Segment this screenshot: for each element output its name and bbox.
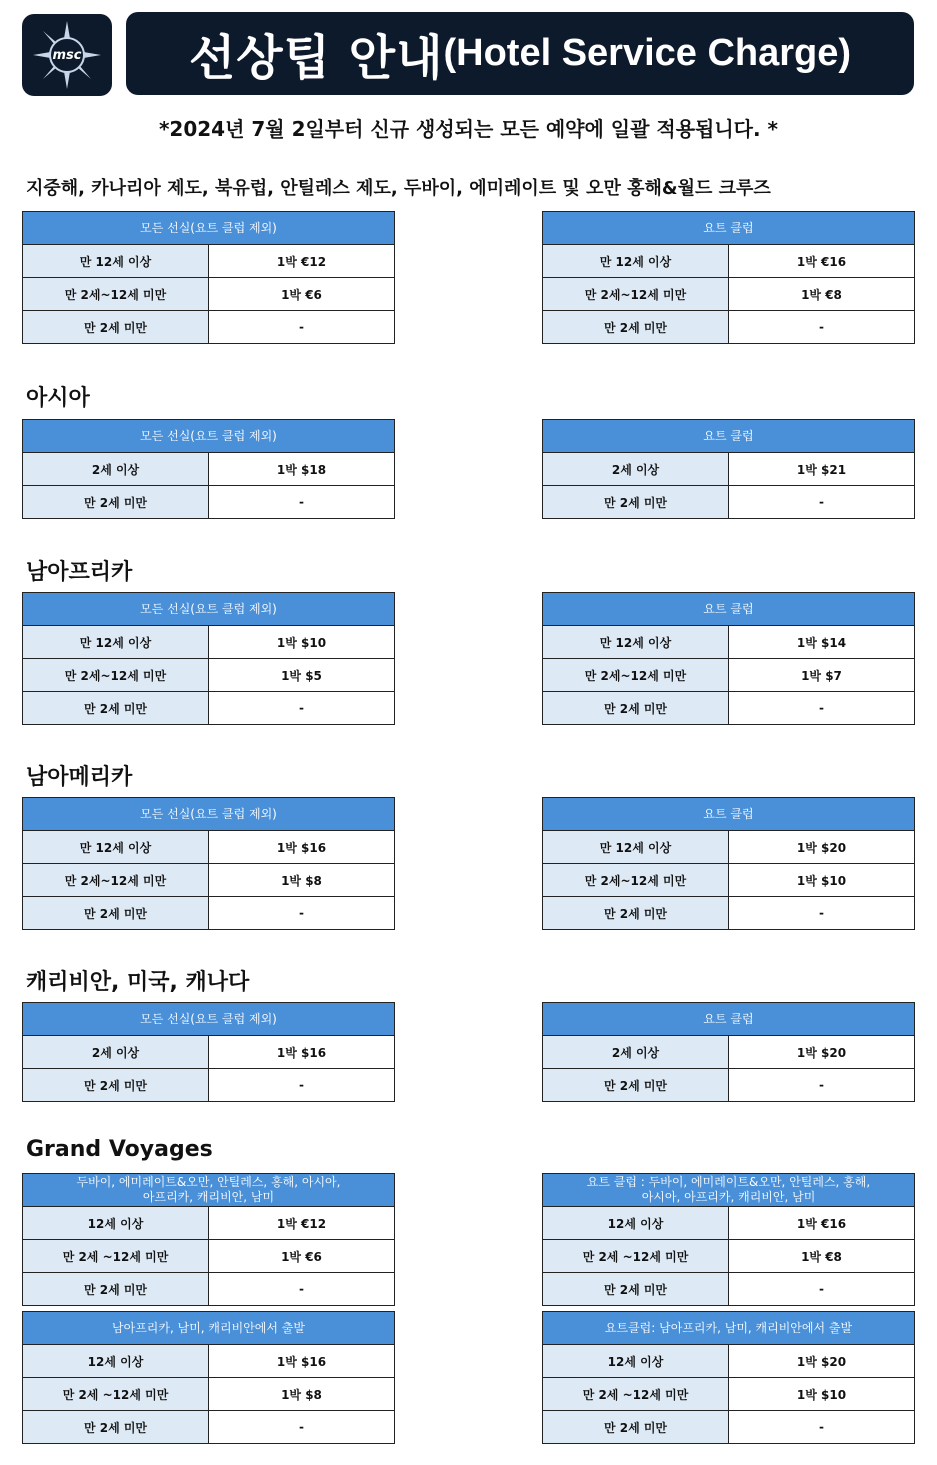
age-label: 만 2세 미만	[543, 311, 729, 344]
table-row	[543, 1378, 915, 1411]
logo-text: msc	[52, 47, 82, 63]
age-label: 만 2세 미만	[543, 486, 729, 519]
table-row	[23, 1036, 395, 1069]
table-header: 모든 선실(요트 클럽 제외)	[23, 593, 395, 626]
fee-value: 1박 $21	[729, 453, 915, 486]
age-label: 만 2세 미만	[23, 897, 209, 930]
fee-table	[542, 592, 915, 725]
table-header: 남아프리카, 남미, 캐리비안에서 출발	[23, 1312, 395, 1345]
fee-table	[542, 1002, 915, 1102]
age-label: 만 2세 미만	[23, 1273, 209, 1306]
fee-table	[542, 1173, 915, 1306]
table-row	[23, 897, 395, 930]
fee-table	[22, 1002, 395, 1102]
age-label: 12세 이상	[23, 1345, 209, 1378]
table-row	[543, 245, 915, 278]
table-row	[543, 278, 915, 311]
table-row	[543, 1240, 915, 1273]
fee-value: -	[729, 1273, 915, 1306]
section-title: 캐리비안, 미국, 캐나다	[26, 970, 250, 995]
table-row	[543, 831, 915, 864]
table-header: 요트 클럽	[543, 1003, 915, 1036]
fee-value: 1박 $10	[209, 626, 395, 659]
fee-table	[22, 797, 395, 930]
fee-value: 1박 €6	[209, 1240, 395, 1273]
fee-value: -	[209, 486, 395, 519]
title-korean: 선상팁 안내	[188, 30, 444, 86]
table-header: 요트 클럽	[543, 212, 915, 245]
fee-value: 1박 €12	[209, 245, 395, 278]
age-label: 만 12세 이상	[543, 245, 729, 278]
table-row	[23, 486, 395, 519]
table-row	[543, 1411, 915, 1444]
table-row	[23, 831, 395, 864]
age-label: 만 12세 이상	[23, 245, 209, 278]
fee-value: -	[209, 311, 395, 344]
table-header: 요트클럽: 남아프리카, 남미, 캐리비안에서 출발	[543, 1312, 915, 1345]
table-row	[23, 1411, 395, 1444]
fee-value: 1박 $8	[209, 1378, 395, 1411]
fee-value: -	[209, 1273, 395, 1306]
table-row	[543, 864, 915, 897]
fee-value: 1박 $16	[209, 1345, 395, 1378]
fee-value: -	[729, 486, 915, 519]
age-label: 만 2세 미만	[23, 692, 209, 725]
table-row	[543, 692, 915, 725]
age-label: 만 2세~12세 미만	[543, 278, 729, 311]
age-label: 만 12세 이상	[543, 831, 729, 864]
fee-value: -	[729, 692, 915, 725]
age-label: 만 12세 이상	[23, 831, 209, 864]
fee-value: 1박 $16	[209, 1036, 395, 1069]
age-label: 만 2세 미만	[543, 1069, 729, 1102]
fee-table	[22, 592, 395, 725]
age-label: 12세 이상	[543, 1345, 729, 1378]
fee-value: 1박 $14	[729, 626, 915, 659]
fee-value: 1박 $16	[209, 831, 395, 864]
fee-value: -	[729, 311, 915, 344]
section-title: Grand Voyages	[26, 1137, 213, 1162]
title-english: (Hotel Service Charge)	[443, 32, 852, 74]
table-row	[543, 1345, 915, 1378]
age-label: 만 2세 미만	[23, 1411, 209, 1444]
table-row	[543, 897, 915, 930]
age-label: 만 2세 ~12세 미만	[543, 1378, 729, 1411]
age-label: 만 2세~12세 미만	[543, 864, 729, 897]
notice-text: *2024년 7월 2일부터 신규 생성되는 모든 예약에 일괄 적용됩니다. *	[158, 117, 779, 141]
fee-table	[22, 211, 395, 344]
table-row	[543, 1069, 915, 1102]
fee-value: 1박 $10	[729, 1378, 915, 1411]
table-row	[23, 1378, 395, 1411]
fee-value: 1박 $18	[209, 453, 395, 486]
table-row	[23, 1273, 395, 1306]
age-label: 12세 이상	[23, 1207, 209, 1240]
age-label: 2세 이상	[23, 453, 209, 486]
fee-value: 1박 €16	[729, 1207, 915, 1240]
table-row	[23, 1240, 395, 1273]
age-label: 만 2세~12세 미만	[543, 659, 729, 692]
fee-table	[542, 797, 915, 930]
table-row	[543, 453, 915, 486]
table-row	[543, 1273, 915, 1306]
age-label: 만 2세 미만	[543, 897, 729, 930]
age-label: 만 2세 미만	[23, 486, 209, 519]
table-row	[23, 1069, 395, 1102]
table-header: 모든 선실(요트 클럽 제외)	[23, 798, 395, 831]
section-title: 지중해, 카나리아 제도, 북유럽, 안틸레스 제도, 두바이, 에미레이트 및 오만 홍해&월드 크루즈	[26, 178, 771, 199]
age-label: 만 2세 미만	[23, 1069, 209, 1102]
table-row	[23, 453, 395, 486]
fee-value: 1박 $5	[209, 659, 395, 692]
fee-value: 1박 €8	[729, 1240, 915, 1273]
fee-table	[22, 419, 395, 519]
fee-value: 1박 €6	[209, 278, 395, 311]
page-title	[126, 12, 914, 95]
fee-value: 1박 $20	[729, 1036, 915, 1069]
fee-value: 1박 $7	[729, 659, 915, 692]
table-header: 두바이, 에미레이트&오만, 안틸레스, 홍해, 아시아, 아프리카, 캐리비안, 남미	[23, 1174, 395, 1207]
age-label: 2세 이상	[543, 1036, 729, 1069]
age-label: 만 12세 이상	[23, 626, 209, 659]
fee-value: 1박 €12	[209, 1207, 395, 1240]
fee-table	[542, 1311, 915, 1444]
age-label: 만 2세 미만	[543, 692, 729, 725]
table-row	[23, 245, 395, 278]
fee-value: -	[729, 1411, 915, 1444]
table-header: 요트 클럽	[543, 593, 915, 626]
age-label: 12세 이상	[543, 1207, 729, 1240]
table-row	[23, 864, 395, 897]
table-row	[543, 1207, 915, 1240]
table-row	[23, 626, 395, 659]
section-title: 남아메리카	[26, 765, 133, 790]
fee-value: -	[729, 1069, 915, 1102]
section-title: 남아프리카	[26, 560, 133, 585]
age-label: 2세 이상	[23, 1036, 209, 1069]
table-row	[543, 659, 915, 692]
age-label: 만 2세 ~12세 미만	[543, 1240, 729, 1273]
fee-value: 1박 €16	[729, 245, 915, 278]
age-label: 만 2세 미만	[543, 1411, 729, 1444]
fee-table	[542, 211, 915, 344]
table-row	[23, 692, 395, 725]
age-label: 만 2세~12세 미만	[23, 278, 209, 311]
table-row	[23, 1345, 395, 1378]
fee-value: -	[209, 1069, 395, 1102]
fee-table	[22, 1311, 395, 1444]
fee-value: -	[729, 897, 915, 930]
fee-value: -	[209, 1411, 395, 1444]
table-row	[23, 1207, 395, 1240]
table-header: 모든 선실(요트 클럽 제외)	[23, 1003, 395, 1036]
fee-value: 1박 €8	[729, 278, 915, 311]
table-row	[23, 278, 395, 311]
fee-value: 1박 $20	[729, 831, 915, 864]
table-row	[23, 659, 395, 692]
age-label: 만 2세 ~12세 미만	[23, 1240, 209, 1273]
fee-value: 1박 $8	[209, 864, 395, 897]
table-header: 모든 선실(요트 클럽 제외)	[23, 212, 395, 245]
age-label: 만 2세~12세 미만	[23, 659, 209, 692]
age-label: 만 2세 미만	[543, 1273, 729, 1306]
table-header: 요트 클럽 : 두바이, 에미레이트&오만, 안틸레스, 홍해, 아시아, 아프리카, 캐리비안, 남미	[543, 1174, 915, 1207]
age-label: 2세 이상	[543, 453, 729, 486]
table-header: 요트 클럽	[543, 420, 915, 453]
table-row	[543, 626, 915, 659]
table-row	[23, 311, 395, 344]
age-label: 만 2세~12세 미만	[23, 864, 209, 897]
age-label: 만 2세 미만	[23, 311, 209, 344]
fee-table	[542, 419, 915, 519]
section-title: 아시아	[26, 386, 90, 411]
msc-logo	[22, 14, 112, 96]
table-header: 모든 선실(요트 클럽 제외)	[23, 420, 395, 453]
fee-value: -	[209, 692, 395, 725]
table-row	[543, 1036, 915, 1069]
fee-value: -	[209, 897, 395, 930]
fee-value: 1박 $10	[729, 864, 915, 897]
table-header: 요트 클럽	[543, 798, 915, 831]
fee-table	[22, 1173, 395, 1306]
age-label: 만 12세 이상	[543, 626, 729, 659]
table-row	[543, 311, 915, 344]
table-row	[543, 486, 915, 519]
age-label: 만 2세 ~12세 미만	[23, 1378, 209, 1411]
fee-value: 1박 $20	[729, 1345, 915, 1378]
